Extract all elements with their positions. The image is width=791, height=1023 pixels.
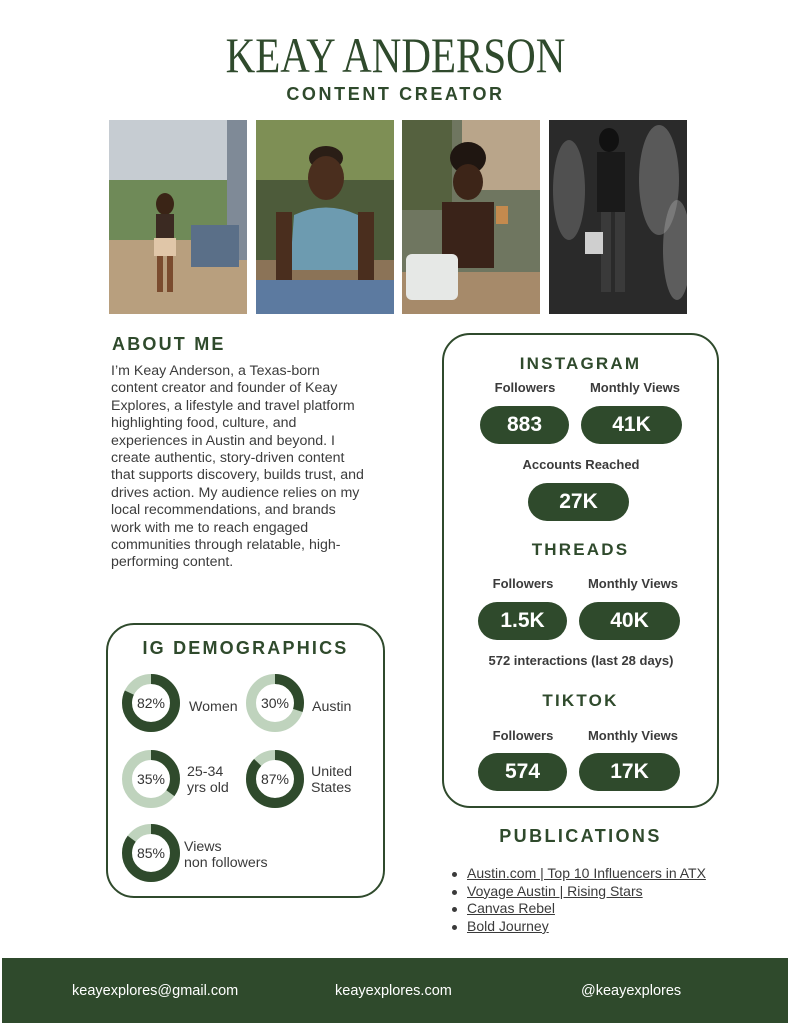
instagram-followers-value: 883 [480,406,569,444]
demographics-heading: IG DEMOGRAPHICS [142,638,349,658]
donut-views-non-followers-label: Views non followers [184,839,268,871]
donut-age-percent: 35% [136,771,166,787]
footer-website[interactable]: keayexplores.com [335,983,452,999]
donut-austin-percent: 30% [260,695,290,711]
photo-portrait-smiling [256,120,394,314]
tiktok-views-label: Monthly Views [587,728,679,743]
creator-name: KEAY ANDERSON [225,27,566,83]
instagram-heading: INSTAGRAM [519,354,642,373]
creator-role: CONTENT CREATOR [286,84,505,104]
donut-united-states-percent: 87% [260,771,290,787]
publication-item [452,865,706,883]
donut-age [121,749,181,809]
donut-women-percent: 82% [136,695,166,711]
donut-women-label: Women [189,699,238,715]
tiktok-views-value: 17K [579,753,680,791]
donut-age-label: 25-34 yrs old [187,764,229,796]
publication-link-austin-com[interactable]: Austin.com | Top 10 Influencers in ATX [467,865,706,881]
publications-heading: PUBLICATIONS [499,826,662,846]
photo-dancing-bw [549,120,687,314]
instagram-views-value: 41K [581,406,682,444]
contact-footer [2,958,788,1023]
donut-women [121,673,181,733]
instagram-followers-label: Followers [494,380,556,395]
social-stats-card [442,333,719,808]
donut-views-non-followers-percent: 85% [136,845,166,861]
donut-austin [245,673,305,733]
threads-interactions: 572 interactions (last 28 days) [488,653,674,668]
footer-email[interactable]: keayexplores@gmail.com [72,983,239,999]
threads-views-value: 40K [579,602,680,640]
instagram-reach-value: 27K [528,483,629,521]
publication-link-canvas-rebel[interactable]: Canvas Rebel [467,900,555,917]
donut-united-states [245,749,305,809]
threads-followers-value: 1.5K [478,602,567,640]
ig-demographics-card [106,623,385,898]
about-paragraph: I’m Keay Anderson, a Texas-born content creator and founder of Keay Explores, a lifestyle and travel platform highlighting food, culture, and experiences in Austin and beyond. I create authentic, story-driven content that supports discovery, builds trust, and drives action. My audience relies on my local recommendations, and brands work with me to reach engaged communities through relatable, high- performing content. [111,363,364,571]
tiktok-heading: TIKTOK [542,691,619,710]
about-heading: ABOUT ME [112,334,226,354]
tiktok-followers-value: 574 [478,753,567,791]
publication-link-bold-journey[interactable]: Bold Journey [467,917,549,934]
footer-handle[interactable]: @keayexplores [581,983,682,999]
photo-hiking-overlook [109,120,247,314]
instagram-reach-label: Accounts Reached [522,457,640,472]
instagram-views-label: Monthly Views [589,380,681,395]
photo-drinking-cocktail [402,120,540,314]
donut-united-states-label: United States [311,764,353,796]
tiktok-followers-label: Followers [492,728,554,743]
threads-heading: THREADS [531,540,630,559]
publication-item [452,918,706,936]
threads-followers-label: Followers [492,576,554,591]
donut-austin-label: Austin [312,699,352,715]
publication-link-voyage-austin[interactable]: Voyage Austin | Rising Stars [467,882,643,899]
publications-list [452,865,706,935]
donut-views-non-followers [121,823,181,883]
publication-item [452,900,706,918]
publication-item [452,883,706,901]
threads-views-label: Monthly Views [587,576,679,591]
